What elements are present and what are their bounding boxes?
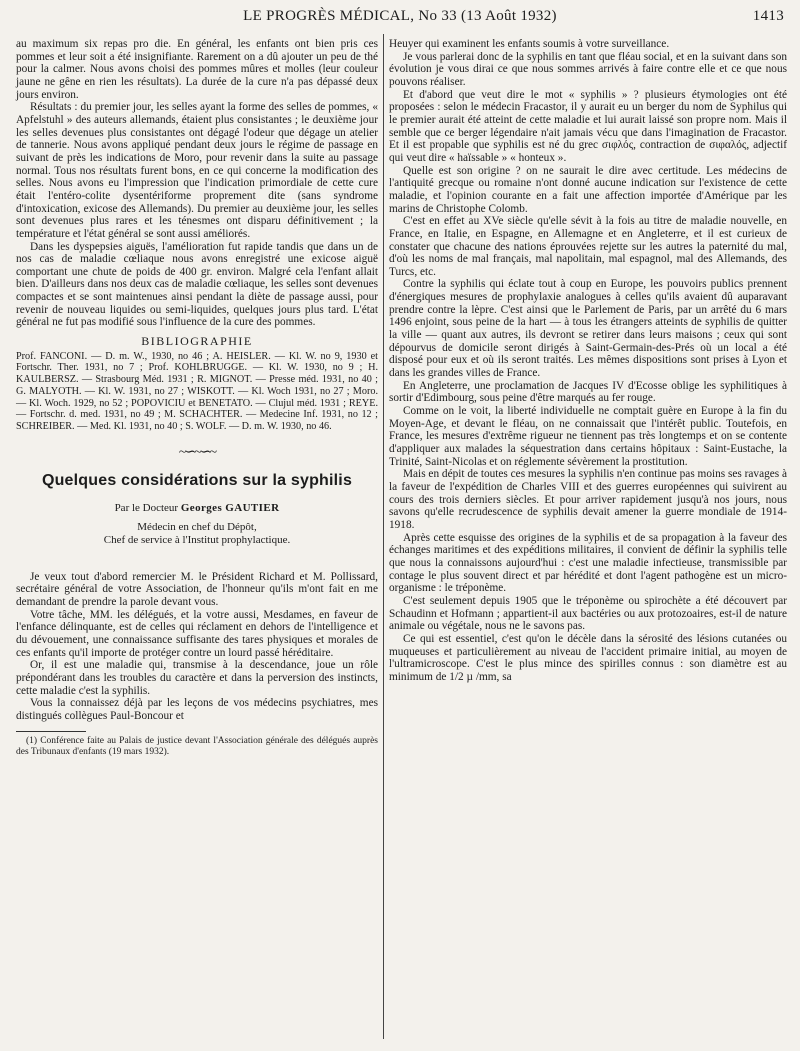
paragraph: Je vous parlerai donc de la syphilis en tant que fléau social, et en la suivant dans son évolution je vous dirai ce que nous sommes arrivés à faire contre elle et ce que nous pouvons réaliser.: [389, 50, 787, 88]
author-line: [16, 502, 378, 515]
affiliation-line: Chef de service à l'Institut prophylactique.: [103, 533, 291, 546]
bibliography-text: Prof. FANCONI. — D. m. W., 1930, no 46 ; A. HEISLER. — Kl. W. no 9, 1930 et Fortschr. Ther. 1931, no 7 ; Prof. KOHLBRUGGE. — Kl. W. 1930, no 9 ; H. KAULBERSZ. — Strasbourg Méd. 1931 ; R. MIGNOT. — Presse méd. 1931, no 40 ; G. MALYOTH. — Kl. W. 1931, no 27 ; WISKOTT. — Kl. Woch 1931, no 27 ; Moro. — Kl. Woch. 1929, no 52 ; POPOVICIU et BENETATO. — Clujul méd. 1931 ; REYE. — Fortschr. d. med. 1931, no 49 ; M. SCHACHTER. — Medecine Inf. 1931, no 12 ; SCHREIBER. — Med. Kl. 1931, no 40 ; S. WOLF. — D. m. W. 1930, no 46.: [16, 350, 378, 432]
column-divider: [383, 34, 384, 1039]
article-title: Quelques considérations sur la syphilis: [41, 472, 353, 490]
author-prefix: Par le Docteur: [114, 501, 179, 514]
page-number: 1413: [752, 8, 784, 24]
paragraph: Votre tâche, MM. les délégués, et la votre aussi, Mesdames, en faveur de l'enfance délinquante, est de celles qui réclament en dehors de l'intelligence et du dévouement, une connaissance suffisante des tares physiques et morales de ces enfants qu'il importe de protéger contre un lourd passé héréditaire.: [16, 608, 378, 659]
paragraph: Je veux tout d'abord remercier M. le Président Richard et M. Pollissard, secrétaire général de votre Association, de l'honneur qu'ils m'ont fait en me demandant de prendre la parole devant vous.: [16, 570, 378, 608]
page-header: [16, 6, 784, 28]
right-column: [389, 38, 787, 683]
author-name: Georges GAUTIER: [180, 501, 280, 514]
paragraph: Mais en dépit de toutes ces mesures la syphilis n'en continue pas moins ses ravages à la faveur de l'expédition de Charles VIII et des guerres européennes qui suivirent au cours des trois derniers siècles. Et pour arriver rapidement jusqu'à nos jours, nous savons qu'elle recrudescence de syphilis devait amener la guerre mondiale de 1914-1918.: [389, 468, 787, 531]
paragraph: Dans les dyspepsies aiguës, l'amélioration fut rapide tandis que dans un de nos cas de maladie cœliaque nous avons enregistré une exicose aiguë comportant une chute de poids de 400 gr. environ. Malgré cela l'enfant allait bien. D'ailleurs dans nos deux cas de maladie cœliaque, les selles sont devenues compactes et se sont maintenues ainsi pendant la diète de passage aussi, pour revenir de nouveau liquides ou semi-liquides, quelques jours plus tard. L'état général ne fut pas modifié sous l'influence de la cure des pommes.: [16, 240, 378, 329]
footnote-rule: [16, 731, 86, 732]
paragraph: Après cette esquisse des origines de la syphilis et de sa propagation à la faveur des échanges maritimes et des expéditions militaires, il convient de définir la syphilis telle que nous la connaissons aujourd'hui : c'est une maladie infectieuse, transmissible par contage le plus souvent direct et par hérédité et dont l'agent pathogène est un micro-organisme : le tréponème.: [389, 531, 787, 595]
paragraph: au maximum six repas pro die. En général, les enfants ont bien pris ces pommes et leur soit a été insignifiante. Rarement on a dû ajouter un peu de thé pour la calmer. Nous avons choisi des pommes mûres et molles (leur couleur jaune ne gêne en rien les résultats). La durée de la cure n'a pas dépassé deux jours environ.: [16, 38, 378, 101]
paragraph: Contre la syphilis qui éclate tout à coup en Europe, les pouvoirs publics prennent d'énergiques mesures de prophylaxie analogues à celles qu'ils avaient dû auparavant prendre contre la lèpre. C'est ainsi que le Parlement de Paris, par un arrêté du 6 mars 1496 enjoint, sous peine de la hart — à tous les étrangers atteints de syphilis de quitter la ville — quant aux autres, ils devront se retirer dans leurs maisons ; ceux qui sont dépourvus de domicile seront dirigés à Saint-Germain-des-Prés où un local a été disposé pour eux et où ils seront traités. Les mêmes dispositions sont prises à Lyon et dans les grandes villes de France.: [389, 278, 787, 380]
paragraph: Résultats : du premier jour, les selles ayant la forme des selles de pommes, « Apfelstuhl » des auteurs allemands, étaient plus consistantes ; le deuxième jour les selles devenues plus consistantes ont dégagé l'odeur que dégage un atelier de tannerie. Nous avons appliqué pendant deux jours le régime de passage en suivant de près les indications de Moro, pour revenir dans la suite au passage normal. Tous nos résultats furent bons, en ce qui concerne la modification des selles. Nous avons eu l'impression que l'indication primordiale de cette cure était l'entéro-colite dysentériforme proprement dite (sans syndrome d'intoxication, exicose des Allemands). Du premier au deuxième jour, les selles sont devenues plus rares et les ténesmes ont disparu définitivement ; la température et l'état général se sont aussi améliorés.: [16, 101, 378, 240]
journal-title: LE PROGRÈS MÉDICAL, No 33 (13 Août 1932): [243, 8, 557, 24]
paragraph: Et d'abord que veut dire le mot « syphilis » ? plusieurs étymologies ont été proposées : selon le médecin Fracastor, il y aurait eu un berger du nom de Syphilus qui le premier aurait été atteint de cette maladie et lui aurait laissé son propre nom. Mais il semble que ce berger légendaire n'ait jamais vécu que dans l'imagination de Fracastor. Et il est propable que syphilis est né du grec σιφλός, contraction de σιφαλός, adjectif qui veut dire « haïssable » « honteux ».: [389, 88, 787, 164]
affiliation-line: Médecin en chef du Dépôt,: [137, 520, 257, 533]
paragraph: Quelle est son origine ? on ne saurait le dire avec certitude. Les médecins de l'antiquité grecque ou romaine n'ont donné aucune indication sur l'existence de cette maladie, et l'opinion courante en a fait une affection importée d'Amérique par les marins de Christophe Colomb.: [389, 164, 787, 215]
paragraph: Or, il est une maladie qui, transmise à la descendance, joue un rôle prépondérant dans les troubles du caractère et dans la perversion des instincts, cette maladie c'est la syphilis.: [16, 659, 378, 697]
paragraph: En Angleterre, une proclamation de Jacques IV d'Ecosse oblige les syphilitiques à sortir d'Edimbourg, sous peine d'être marqués au fer rouge.: [389, 379, 787, 405]
paragraph: Ce qui est essentiel, c'est qu'on le décèle dans la sérosité des lésions cutanées ou muqueuses et particulièrement au niveau de l'accident primaire initial, au moyen de l'ultramicroscope. C'est le plus mince des spirilles connus : son diamètre est au minimum de 1/2 µ /mm, sa: [389, 632, 787, 683]
paragraph: Heuyer qui examinent les enfants soumis à votre surveillance.: [389, 38, 670, 50]
section-ornament: ~∽~∽~: [178, 444, 216, 460]
author-affiliation: [16, 521, 378, 547]
paragraph: Comme on le voit, la liberté individuelle ne comptait guère en Europe à la fin du Moyen-Age, et devant le fléau, on ne connaissait que l'intérêt public. Toutefois, en France, les mesures d'extrême rigueur ne tiennent pas très longtemps et on se contente d'appliquer aux malades la séquestration dans certains hôpitaux : Saint-Eustache, la Trinité, Saint-Nicolas et on réglemente sévèrement la prostitution.: [389, 405, 787, 468]
bibliography-heading: BIBLIOGRAPHIE: [141, 334, 253, 349]
footnote: (1) Conférence faite au Palais de justice devant l'Association générale des délégués auprès des Tribunaux d'enfants (19 mars 1932).: [16, 735, 378, 757]
left-column: [16, 38, 378, 758]
paragraph: C'est en effet au XVe siècle qu'elle sévit à la fois au titre de maladie nouvelle, en France, en Italie, en Espagne, en Allemagne et en Angleterre, et il est curieux de constater que chacune des nations éprouvées rejette sur les autres la paternité du mal, d'où les noms de mal français, mal napolitain, mal espagnol, mal des Allemands, des Turcs, etc.: [389, 215, 787, 278]
paragraph: Vous la connaissez déjà par les leçons de vos médecins psychiatres, mes distingués collègues Paul-Boncour et: [16, 697, 378, 722]
paragraph: C'est seulement depuis 1905 que le tréponème ou spirochète a été découvert par Schaudinn et Hofmann ; appartient-il aux bactéries ou aux protozoaires, est-il de nature animale ou végétale, nous ne le savons pas.: [389, 594, 787, 633]
